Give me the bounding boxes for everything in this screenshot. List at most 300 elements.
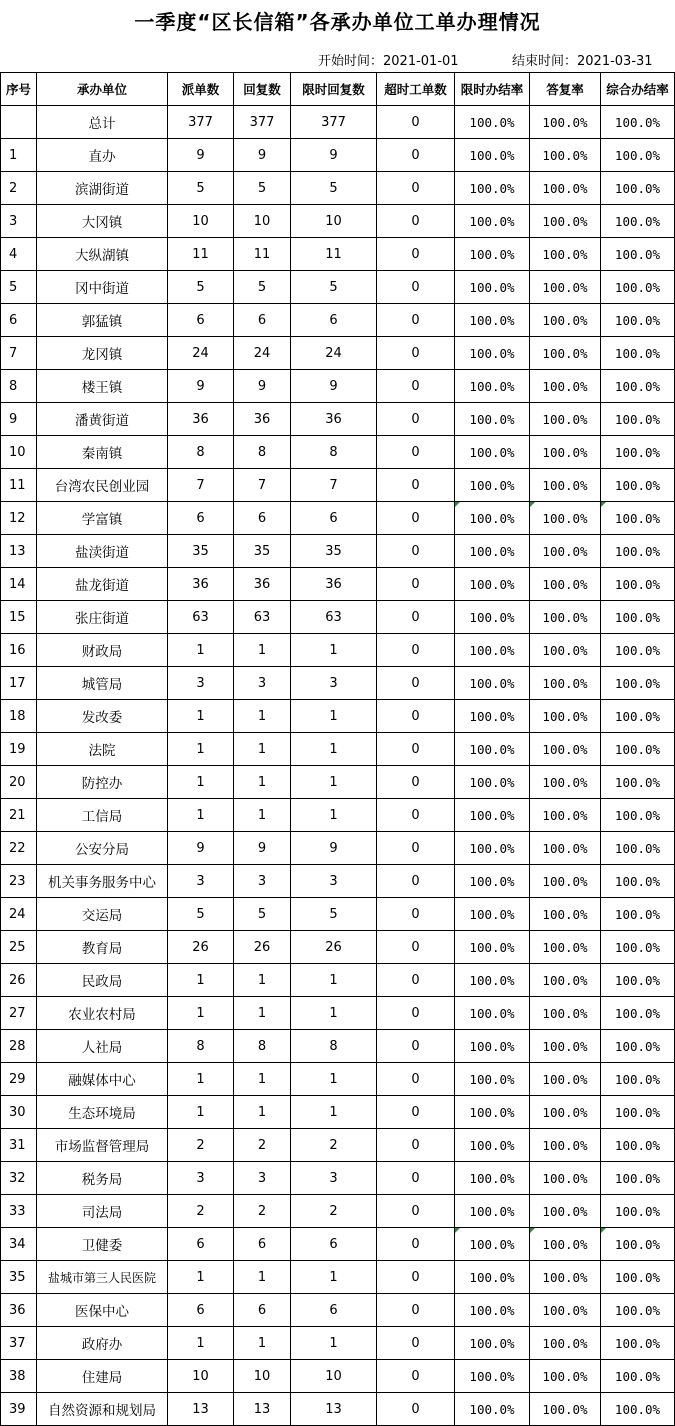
cell-overall-rate: 100.0%	[601, 205, 675, 238]
cell-no: 8	[1, 370, 37, 403]
table-row	[1, 667, 675, 700]
table-row	[1, 1063, 675, 1096]
cell-overdue: 0	[377, 568, 455, 601]
cell-reply-rate: 100.0%	[530, 931, 601, 964]
cell-reply-rate: 100.0%	[530, 304, 601, 337]
cell-no: 19	[1, 733, 37, 766]
cell-overdue: 0	[377, 1096, 455, 1129]
table-row	[1, 964, 675, 997]
cell-overdue: 0	[377, 898, 455, 931]
cell-overdue: 0	[377, 1063, 455, 1096]
cell-timely-rate: 100.0%	[455, 1030, 530, 1063]
cell-no: 3	[1, 205, 37, 238]
cell-timely-rate: 100.0%	[455, 634, 530, 667]
cell-replied: 63	[234, 601, 291, 634]
cell-unit: 税务局	[37, 1162, 168, 1195]
cell-overdue: 0	[377, 832, 455, 865]
cell-replied: 26	[234, 931, 291, 964]
cell-no: 38	[1, 1360, 37, 1393]
cell-overall-rate: 100.0%	[601, 832, 675, 865]
header-no: 序号	[1, 73, 37, 106]
cell-dispatched: 6	[168, 304, 234, 337]
table-row	[1, 700, 675, 733]
cell-unit: 生态环境局	[37, 1096, 168, 1129]
cell-dispatched: 35	[168, 535, 234, 568]
cell-replied: 7	[234, 469, 291, 502]
cell-no: 1	[1, 139, 37, 172]
table-row	[1, 436, 675, 469]
cell-dispatched: 5	[168, 898, 234, 931]
cell-reply-rate: 100.0%	[530, 1228, 601, 1261]
cell-overall-rate: 100.0%	[601, 1063, 675, 1096]
cell-dispatched: 1	[168, 1327, 234, 1360]
cell-no: 11	[1, 469, 37, 502]
cell-overall-rate: 100.0%	[601, 271, 675, 304]
cell-reply-rate: 100.0%	[530, 1327, 601, 1360]
cell-dispatched: 1	[168, 799, 234, 832]
table-row	[1, 1096, 675, 1129]
cell-timely-replied: 35	[291, 535, 377, 568]
cell-overdue: 0	[377, 1228, 455, 1261]
table-row	[1, 799, 675, 832]
table-row	[1, 733, 675, 766]
cell-overall-rate: 100.0%	[601, 304, 675, 337]
total-dispatched: 377	[168, 106, 234, 139]
cell-overall-rate: 100.0%	[601, 469, 675, 502]
table-row	[1, 997, 675, 1030]
cell-overall-rate: 100.0%	[601, 1030, 675, 1063]
cell-dispatched: 5	[168, 172, 234, 205]
cell-timely-replied: 1	[291, 1063, 377, 1096]
cell-no: 13	[1, 535, 37, 568]
cell-unit: 直办	[37, 139, 168, 172]
cell-reply-rate: 100.0%	[530, 172, 601, 205]
cell-no: 29	[1, 1063, 37, 1096]
cell-overall-rate: 100.0%	[601, 568, 675, 601]
cell-replied: 6	[234, 502, 291, 535]
cell-dispatched: 1	[168, 700, 234, 733]
cell-overall-rate: 100.0%	[601, 667, 675, 700]
header-reply-rate: 答复率	[530, 73, 601, 106]
cell-unit: 学富镇	[37, 502, 168, 535]
cell-dispatched: 3	[168, 667, 234, 700]
cell-replied: 1	[234, 766, 291, 799]
cell-timely-replied: 3	[291, 1162, 377, 1195]
cell-replied: 1	[234, 634, 291, 667]
header-overdue: 超时工单数	[377, 73, 455, 106]
cell-overall-rate: 100.0%	[601, 733, 675, 766]
table-row	[1, 1228, 675, 1261]
cell-dispatched: 3	[168, 865, 234, 898]
cell-timely-replied: 1	[291, 799, 377, 832]
cell-unit: 法院	[37, 733, 168, 766]
cell-overdue: 0	[377, 337, 455, 370]
cell-unit: 市场监督管理局	[37, 1129, 168, 1162]
cell-unit: 台湾农民创业园	[37, 469, 168, 502]
cell-reply-rate: 100.0%	[530, 1063, 601, 1096]
cell-overall-rate: 100.0%	[601, 238, 675, 271]
cell-timely-replied: 1	[291, 997, 377, 1030]
cell-reply-rate: 100.0%	[530, 799, 601, 832]
cell-dispatched: 6	[168, 502, 234, 535]
cell-reply-rate: 100.0%	[530, 436, 601, 469]
cell-reply-rate: 100.0%	[530, 238, 601, 271]
cell-no: 35	[1, 1261, 37, 1294]
cell-timely-replied: 9	[291, 832, 377, 865]
cell-timely-replied: 36	[291, 568, 377, 601]
cell-timely-rate: 100.0%	[455, 1129, 530, 1162]
cell-overdue: 0	[377, 1261, 455, 1294]
cell-reply-rate: 100.0%	[530, 898, 601, 931]
cell-timely-rate: 100.0%	[455, 997, 530, 1030]
cell-reply-rate: 100.0%	[530, 1261, 601, 1294]
start-date: 开始时间：2021-01-01	[318, 54, 459, 69]
table-row	[1, 238, 675, 271]
cell-timely-replied: 5	[291, 271, 377, 304]
report-table	[0, 72, 675, 1426]
table-row	[1, 403, 675, 436]
cell-unit: 城管局	[37, 667, 168, 700]
cell-timely-rate: 100.0%	[455, 601, 530, 634]
cell-timely-replied: 36	[291, 403, 377, 436]
cell-replied: 1	[234, 1327, 291, 1360]
cell-replied: 3	[234, 1162, 291, 1195]
cell-timely-replied: 5	[291, 172, 377, 205]
cell-overall-rate: 100.0%	[601, 964, 675, 997]
cell-replied: 13	[234, 1393, 291, 1426]
cell-overall-rate: 100.0%	[601, 997, 675, 1030]
cell-no: 12	[1, 502, 37, 535]
cell-timely-replied: 24	[291, 337, 377, 370]
cell-timely-rate: 100.0%	[455, 1393, 530, 1426]
cell-reply-rate: 100.0%	[530, 205, 601, 238]
cell-unit: 发改委	[37, 700, 168, 733]
cell-overall-rate: 100.0%	[601, 139, 675, 172]
cell-reply-rate: 100.0%	[530, 568, 601, 601]
cell-overall-rate: 100.0%	[601, 1393, 675, 1426]
cell-timely-replied: 2	[291, 1129, 377, 1162]
cell-dispatched: 63	[168, 601, 234, 634]
cell-overall-rate: 100.0%	[601, 1096, 675, 1129]
cell-unit: 财政局	[37, 634, 168, 667]
cell-overdue: 0	[377, 799, 455, 832]
cell-overdue: 0	[377, 766, 455, 799]
cell-replied: 9	[234, 370, 291, 403]
cell-unit: 机关事务服务中心	[37, 865, 168, 898]
total-replied: 377	[234, 106, 291, 139]
cell-replied: 5	[234, 172, 291, 205]
cell-unit: 卫健委	[37, 1228, 168, 1261]
cell-timely-replied: 1	[291, 733, 377, 766]
cell-overdue: 0	[377, 601, 455, 634]
cell-reply-rate: 100.0%	[530, 667, 601, 700]
cell-reply-rate: 100.0%	[530, 271, 601, 304]
cell-dispatched: 1	[168, 964, 234, 997]
cell-timely-rate: 100.0%	[455, 370, 530, 403]
table-row	[1, 1294, 675, 1327]
cell-timely-rate: 100.0%	[455, 898, 530, 931]
cell-dispatched: 7	[168, 469, 234, 502]
cell-replied: 9	[234, 139, 291, 172]
cell-dispatched: 26	[168, 931, 234, 964]
table-row	[1, 304, 675, 337]
cell-timely-replied: 3	[291, 667, 377, 700]
cell-no: 23	[1, 865, 37, 898]
cell-overdue: 0	[377, 1129, 455, 1162]
cell-timely-replied: 3	[291, 865, 377, 898]
cell-overdue: 0	[377, 1030, 455, 1063]
cell-overdue: 0	[377, 304, 455, 337]
cell-replied: 10	[234, 1360, 291, 1393]
cell-overall-rate: 100.0%	[601, 370, 675, 403]
table-row	[1, 898, 675, 931]
cell-replied: 36	[234, 403, 291, 436]
cell-overall-rate: 100.0%	[601, 865, 675, 898]
cell-overall-rate: 100.0%	[601, 634, 675, 667]
cell-overall-rate: 100.0%	[601, 799, 675, 832]
cell-overdue: 0	[377, 436, 455, 469]
cell-replied: 6	[234, 1228, 291, 1261]
table-row	[1, 1162, 675, 1195]
cell-overall-rate: 100.0%	[601, 1162, 675, 1195]
cell-overall-rate: 100.0%	[601, 898, 675, 931]
cell-overdue: 0	[377, 238, 455, 271]
cell-replied: 1	[234, 997, 291, 1030]
cell-overdue: 0	[377, 667, 455, 700]
cell-dispatched: 6	[168, 1228, 234, 1261]
cell-replied: 1	[234, 700, 291, 733]
cell-timely-rate: 100.0%	[455, 766, 530, 799]
table-row	[1, 1030, 675, 1063]
total-row	[1, 106, 675, 139]
cell-timely-replied: 10	[291, 1360, 377, 1393]
cell-timely-rate: 100.0%	[455, 271, 530, 304]
cell-replied: 24	[234, 337, 291, 370]
cell-no: 31	[1, 1129, 37, 1162]
cell-timely-rate: 100.0%	[455, 469, 530, 502]
cell-dispatched: 1	[168, 997, 234, 1030]
cell-timely-rate: 100.0%	[455, 667, 530, 700]
cell-overdue: 0	[377, 1327, 455, 1360]
table-row	[1, 469, 675, 502]
cell-dispatched: 3	[168, 1162, 234, 1195]
cell-timely-replied: 26	[291, 931, 377, 964]
cell-overall-rate: 100.0%	[601, 1195, 675, 1228]
cell-dispatched: 5	[168, 271, 234, 304]
cell-replied: 9	[234, 832, 291, 865]
cell-overdue: 0	[377, 535, 455, 568]
cell-overall-rate: 100.0%	[601, 601, 675, 634]
cell-reply-rate: 100.0%	[530, 766, 601, 799]
cell-overdue: 0	[377, 271, 455, 304]
total-overall-rate: 100.0%	[601, 106, 675, 139]
table-row	[1, 1393, 675, 1426]
cell-timely-replied: 1	[291, 1261, 377, 1294]
cell-reply-rate: 100.0%	[530, 370, 601, 403]
cell-dispatched: 36	[168, 403, 234, 436]
table-row	[1, 271, 675, 304]
cell-unit: 民政局	[37, 964, 168, 997]
cell-timely-rate: 100.0%	[455, 172, 530, 205]
cell-no: 9	[1, 403, 37, 436]
cell-timely-rate: 100.0%	[455, 535, 530, 568]
total-no	[1, 106, 37, 139]
cell-no: 33	[1, 1195, 37, 1228]
cell-timely-rate: 100.0%	[455, 865, 530, 898]
cell-reply-rate: 100.0%	[530, 535, 601, 568]
table-row	[1, 502, 675, 535]
cell-replied: 6	[234, 304, 291, 337]
cell-overdue: 0	[377, 139, 455, 172]
cell-dispatched: 11	[168, 238, 234, 271]
cell-dispatched: 2	[168, 1195, 234, 1228]
cell-timely-replied: 1	[291, 634, 377, 667]
cell-overdue: 0	[377, 700, 455, 733]
cell-dispatched: 6	[168, 1294, 234, 1327]
cell-reply-rate: 100.0%	[530, 1360, 601, 1393]
cell-no: 20	[1, 766, 37, 799]
cell-timely-rate: 100.0%	[455, 1096, 530, 1129]
cell-timely-rate: 100.0%	[455, 733, 530, 766]
table-row	[1, 535, 675, 568]
cell-no: 30	[1, 1096, 37, 1129]
header-row	[1, 73, 675, 106]
cell-unit: 防控办	[37, 766, 168, 799]
cell-overall-rate: 100.0%	[601, 1129, 675, 1162]
cell-timely-rate: 100.0%	[455, 502, 530, 535]
cell-unit: 交运局	[37, 898, 168, 931]
cell-replied: 5	[234, 898, 291, 931]
cell-timely-replied: 6	[291, 502, 377, 535]
cell-timely-rate: 100.0%	[455, 700, 530, 733]
cell-dispatched: 13	[168, 1393, 234, 1426]
cell-reply-rate: 100.0%	[530, 634, 601, 667]
cell-timely-replied: 1	[291, 700, 377, 733]
cell-unit: 公安分局	[37, 832, 168, 865]
cell-timely-replied: 63	[291, 601, 377, 634]
table-row	[1, 1261, 675, 1294]
cell-timely-replied: 6	[291, 1294, 377, 1327]
cell-dispatched: 9	[168, 139, 234, 172]
total-timely-replied: 377	[291, 106, 377, 139]
table-row	[1, 832, 675, 865]
cell-timely-replied: 11	[291, 238, 377, 271]
cell-no: 14	[1, 568, 37, 601]
cell-unit: 人社局	[37, 1030, 168, 1063]
cell-reply-rate: 100.0%	[530, 139, 601, 172]
cell-replied: 11	[234, 238, 291, 271]
cell-no: 28	[1, 1030, 37, 1063]
cell-timely-rate: 100.0%	[455, 304, 530, 337]
cell-reply-rate: 100.0%	[530, 832, 601, 865]
cell-overall-rate: 100.0%	[601, 502, 675, 535]
cell-dispatched: 36	[168, 568, 234, 601]
cell-timely-replied: 1	[291, 1327, 377, 1360]
cell-unit: 龙冈镇	[37, 337, 168, 370]
cell-replied: 1	[234, 1063, 291, 1096]
table-row	[1, 139, 675, 172]
cell-unit: 潘黄街道	[37, 403, 168, 436]
header-timely-replied: 限时回复数	[291, 73, 377, 106]
cell-overdue: 0	[377, 469, 455, 502]
cell-reply-rate: 100.0%	[530, 403, 601, 436]
cell-timely-rate: 100.0%	[455, 436, 530, 469]
cell-dispatched: 10	[168, 1360, 234, 1393]
cell-timely-rate: 100.0%	[455, 1261, 530, 1294]
cell-dispatched: 10	[168, 205, 234, 238]
cell-replied: 2	[234, 1195, 291, 1228]
cell-replied: 8	[234, 1030, 291, 1063]
cell-overdue: 0	[377, 964, 455, 997]
cell-timely-replied: 7	[291, 469, 377, 502]
cell-overall-rate: 100.0%	[601, 1228, 675, 1261]
cell-overall-rate: 100.0%	[601, 766, 675, 799]
cell-no: 4	[1, 238, 37, 271]
cell-unit: 教育局	[37, 931, 168, 964]
cell-no: 2	[1, 172, 37, 205]
cell-unit: 工信局	[37, 799, 168, 832]
cell-timely-rate: 100.0%	[455, 337, 530, 370]
cell-overall-rate: 100.0%	[601, 436, 675, 469]
table-row	[1, 1327, 675, 1360]
cell-timely-rate: 100.0%	[455, 1228, 530, 1261]
cell-timely-rate: 100.0%	[455, 964, 530, 997]
table-row	[1, 172, 675, 205]
table-row	[1, 1129, 675, 1162]
cell-timely-rate: 100.0%	[455, 832, 530, 865]
cell-overdue: 0	[377, 370, 455, 403]
total-timely-rate: 100.0%	[455, 106, 530, 139]
total-reply-rate: 100.0%	[530, 106, 601, 139]
cell-reply-rate: 100.0%	[530, 865, 601, 898]
cell-overdue: 0	[377, 931, 455, 964]
cell-timely-rate: 100.0%	[455, 238, 530, 271]
table-row	[1, 766, 675, 799]
cell-unit: 楼王镇	[37, 370, 168, 403]
cell-unit: 盐城市第三人民医院	[37, 1261, 168, 1294]
cell-dispatched: 9	[168, 832, 234, 865]
cell-overall-rate: 100.0%	[601, 931, 675, 964]
cell-replied: 3	[234, 865, 291, 898]
cell-no: 25	[1, 931, 37, 964]
cell-overall-rate: 100.0%	[601, 700, 675, 733]
cell-replied: 6	[234, 1294, 291, 1327]
cell-timely-rate: 100.0%	[455, 568, 530, 601]
cell-timely-rate: 100.0%	[455, 403, 530, 436]
cell-unit: 郭猛镇	[37, 304, 168, 337]
cell-dispatched: 1	[168, 634, 234, 667]
cell-overall-rate: 100.0%	[601, 337, 675, 370]
cell-unit: 秦南镇	[37, 436, 168, 469]
cell-reply-rate: 100.0%	[530, 502, 601, 535]
cell-dispatched: 9	[168, 370, 234, 403]
cell-no: 37	[1, 1327, 37, 1360]
cell-timely-replied: 9	[291, 139, 377, 172]
cell-timely-replied: 6	[291, 1228, 377, 1261]
header-unit: 承办单位	[37, 73, 168, 106]
cell-reply-rate: 100.0%	[530, 997, 601, 1030]
table-row	[1, 601, 675, 634]
cell-reply-rate: 100.0%	[530, 1096, 601, 1129]
cell-unit: 融媒体中心	[37, 1063, 168, 1096]
table-row	[1, 205, 675, 238]
cell-replied: 5	[234, 271, 291, 304]
cell-unit: 自然资源和规划局	[37, 1393, 168, 1426]
cell-unit: 大冈镇	[37, 205, 168, 238]
cell-replied: 1	[234, 799, 291, 832]
cell-unit: 大纵湖镇	[37, 238, 168, 271]
header-overall-rate: 综合办结率	[601, 73, 675, 106]
